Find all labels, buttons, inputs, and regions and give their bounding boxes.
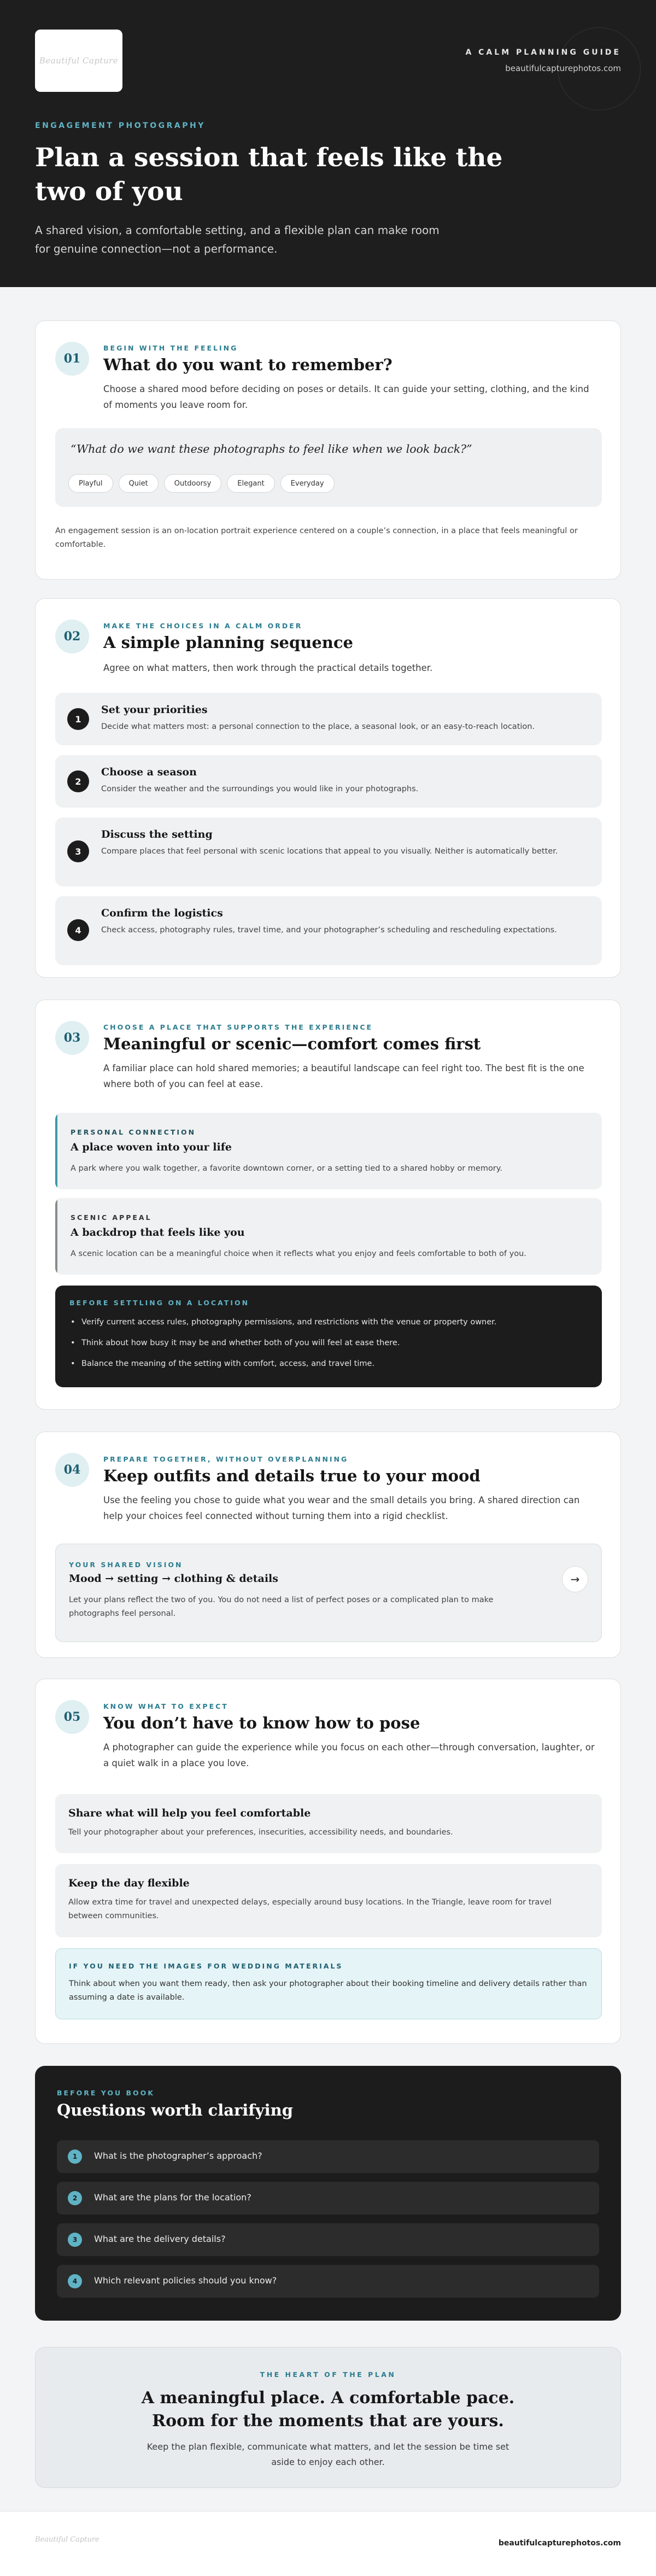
checklist-item: • Verify current access rules, photography permissions, and restrictions with the venue or property owner. bbox=[69, 1316, 589, 1329]
section-body: Agree on what matters, then work through the practical details together. bbox=[103, 663, 433, 673]
section-what-to-expect bbox=[35, 1679, 621, 2044]
mood-tag[interactable]: Everyday bbox=[280, 474, 335, 493]
quote-text: “What do we want these photographs to feel like when we look back?” bbox=[71, 442, 472, 455]
box-eyebrow: SCENIC APPEAL bbox=[71, 1213, 152, 1222]
section-title: Keep outfits and details true to your mood bbox=[103, 1467, 481, 1485]
section-title: A simple planning sequence bbox=[103, 633, 353, 652]
step-item bbox=[55, 817, 602, 886]
section-eyebrow: PREPARE TOGETHER, WITHOUT OVERPLANNING bbox=[103, 1455, 349, 1463]
mood-tag[interactable]: Playful bbox=[68, 474, 113, 493]
box-title: A backdrop that feels like you bbox=[71, 1226, 245, 1239]
faq-question: What is the photographer’s approach? bbox=[94, 2151, 262, 2161]
hero-subtitle: A shared vision, a comfortable setting, and a flexible plan can make room for genuine connection—not a performance. bbox=[35, 224, 440, 255]
section-eyebrow: CHOOSE A PLACE THAT SUPPORTS THE EXPERIENCE bbox=[103, 1023, 373, 1031]
section-body: Use the feeling you chose to guide what you wear and the small details you bring. A shared direction can help your choices feel connected without turning them into a rigid checklist. bbox=[103, 1495, 580, 1521]
section-number: 01 bbox=[55, 342, 89, 376]
box-eyebrow: PERSONAL CONNECTION bbox=[71, 1128, 196, 1136]
mood-tag[interactable]: Elegant bbox=[227, 474, 274, 493]
vision-description: Let your plans reflect the two of you. You do not need a list of perfect poses or a complicated plan to make photographs feel personal. bbox=[69, 1596, 494, 1618]
step-item bbox=[55, 693, 602, 745]
step-title: Discuss the setting bbox=[101, 828, 213, 840]
section-body: A familiar place can hold shared memories; a beautiful landscape can feel right too. The best fit is the one where both of you can feel at ease. bbox=[103, 1063, 584, 1089]
guide-label: A CALM PLANNING GUIDE bbox=[465, 48, 621, 57]
checklist-item: • Think about how busy it may be and whether both of you will feel at ease there. bbox=[69, 1337, 589, 1350]
section-body: Choose a shared mood before deciding on poses or details. It can guide your setting, clothing, and the kind of moments you leave room for. bbox=[103, 384, 589, 410]
section-eyebrow: MAKE THE CHOICES IN A CALM ORDER bbox=[103, 622, 303, 630]
footer bbox=[0, 2511, 656, 2576]
step-title: Confirm the logistics bbox=[101, 907, 223, 919]
faq-number: 4 bbox=[68, 2274, 82, 2288]
faq-number: 3 bbox=[68, 2233, 82, 2247]
location-checklist bbox=[55, 1286, 602, 1387]
faq-item[interactable] bbox=[57, 2140, 599, 2173]
personal-connection-box bbox=[55, 1113, 602, 1189]
closing-body: Keep the plan flexible, communicate what matters, and let the session be time set aside to enjoy each other. bbox=[147, 2441, 509, 2467]
box-description: A scenic location can be a meaningful choice when it reflects what you enjoy and feels comfortable to both of you. bbox=[71, 1249, 526, 1258]
faq-number: 1 bbox=[68, 2149, 82, 2164]
faq-question: What are the delivery details? bbox=[94, 2234, 226, 2244]
scenic-appeal-box bbox=[55, 1198, 602, 1275]
step-item bbox=[55, 755, 602, 808]
footer-site-link[interactable]: beautifulcapturephotos.com bbox=[498, 2539, 621, 2548]
quote-box bbox=[55, 428, 602, 507]
faq-question: What are the plans for the location? bbox=[94, 2192, 251, 2203]
wedding-materials-box bbox=[55, 1948, 602, 2019]
comfort-box bbox=[55, 1794, 602, 1853]
hero-eyebrow: ENGAGEMENT PHOTOGRAPHY bbox=[35, 121, 206, 130]
info-description: Allow extra time for travel and unexpected delays, especially around busy locations. In the Triangle, leave room for travel between communities. bbox=[68, 1898, 552, 1920]
step-number: 3 bbox=[67, 840, 89, 862]
section-number: 02 bbox=[55, 620, 89, 653]
step-description: Check access, photography rules, travel time, and your photographer’s scheduling and rescheduling expectations. bbox=[101, 926, 557, 934]
step-number: 2 bbox=[67, 770, 89, 792]
step-item bbox=[55, 896, 602, 965]
mood-tag[interactable]: Quiet bbox=[119, 474, 159, 493]
checklist-eyebrow: BEFORE SETTLING ON A LOCATION bbox=[69, 1299, 250, 1307]
logo[interactable] bbox=[35, 30, 122, 92]
section-planning-sequence bbox=[35, 598, 621, 978]
closing-title bbox=[36, 2387, 620, 2433]
info-title: Keep the day flexible bbox=[68, 1877, 190, 1889]
closing-section bbox=[35, 2347, 621, 2488]
closing-title-line: Room for the moments that are yours. bbox=[152, 2411, 504, 2431]
faq-item[interactable] bbox=[57, 2182, 599, 2215]
faq-number: 2 bbox=[68, 2191, 82, 2205]
mood-tags bbox=[68, 474, 335, 493]
checklist-item: • Balance the meaning of the setting with comfort, access, and travel time. bbox=[69, 1358, 589, 1370]
questions-section bbox=[35, 2066, 621, 2321]
arrow-right-icon[interactable]: → bbox=[562, 1566, 588, 1592]
vision-eyebrow: YOUR SHARED VISION bbox=[69, 1561, 183, 1569]
shared-vision-box bbox=[55, 1544, 602, 1642]
step-number: 1 bbox=[67, 708, 89, 730]
faq-question: Which relevant policies should you know? bbox=[94, 2275, 277, 2286]
section-outfits-details bbox=[35, 1432, 621, 1658]
step-title: Choose a season bbox=[101, 766, 197, 778]
section-number: 05 bbox=[55, 1700, 89, 1734]
section-title: What do you want to remember? bbox=[103, 355, 393, 374]
section-begin-with-feeling bbox=[35, 320, 621, 580]
vision-title: Mood → setting → clothing & details bbox=[69, 1573, 278, 1585]
flexible-day-box bbox=[55, 1864, 602, 1937]
info-title: Share what will help you feel comfortable bbox=[68, 1807, 311, 1819]
step-description: Compare places that feel personal with scenic locations that appeal to you visually. Neither is automatically better. bbox=[101, 847, 558, 856]
section-note: An engagement session is an on-location portrait experience centered on a couple’s connection, in a place that feels meaningful or comfortable. bbox=[55, 527, 578, 549]
page-title: Plan a session that feels like the two of you bbox=[35, 143, 503, 207]
section-number: 03 bbox=[55, 1021, 89, 1055]
faq-title: Questions worth clarifying bbox=[57, 2101, 294, 2119]
section-body: A photographer can guide the experience while you focus on each other—through conversation, laughter, or a quiet walk in a place you love. bbox=[103, 1742, 595, 1768]
step-description: Consider the weather and the surroundings you would like in your photographs. bbox=[101, 785, 419, 793]
wedding-eyebrow: IF YOU NEED THE IMAGES FOR WEDDING MATERIALS bbox=[69, 1962, 343, 1970]
faq-item[interactable] bbox=[57, 2223, 599, 2256]
faq-eyebrow: BEFORE YOU BOOK bbox=[57, 2089, 155, 2097]
step-description: Decide what matters most: a personal connection to the place, a seasonal look, or an easy-to-reach location. bbox=[101, 722, 535, 731]
section-choose-place bbox=[35, 1000, 621, 1410]
faq-item[interactable] bbox=[57, 2265, 599, 2298]
hero-header bbox=[0, 0, 656, 287]
section-eyebrow: BEGIN WITH THE FEELING bbox=[103, 344, 238, 352]
section-number: 04 bbox=[55, 1453, 89, 1487]
checklist-items bbox=[69, 1316, 589, 1378]
closing-title-line: A meaningful place. A comfortable pace. bbox=[141, 2388, 515, 2408]
box-title: A place woven into your life bbox=[71, 1141, 232, 1153]
mood-tag[interactable]: Outdoorsy bbox=[164, 474, 222, 493]
info-description: Tell your photographer about your preferences, insecurities, accessibility needs, and boundaries. bbox=[68, 1828, 453, 1837]
section-title: You don’t have to know how to pose bbox=[103, 1714, 420, 1732]
footer-logo[interactable]: Beautiful Capture bbox=[35, 2536, 99, 2544]
logo-text: Beautiful Capture bbox=[39, 56, 119, 66]
closing-eyebrow: THE HEART OF THE PLAN bbox=[260, 2370, 396, 2379]
box-description: A park where you walk together, a favorite downtown corner, or a setting tied to a shared hobby or memory. bbox=[71, 1164, 502, 1173]
section-title: Meaningful or scenic—comfort comes first bbox=[103, 1035, 481, 1053]
step-title: Set your priorities bbox=[101, 704, 208, 716]
header-site-link[interactable]: beautifulcapturephotos.com bbox=[505, 63, 621, 73]
step-number: 4 bbox=[67, 919, 89, 941]
wedding-description: Think about when you want them ready, then ask your photographer about their booking timeline and delivery details rather than assuming a date is available. bbox=[69, 1979, 587, 2002]
section-eyebrow: KNOW WHAT TO EXPECT bbox=[103, 1702, 229, 1710]
